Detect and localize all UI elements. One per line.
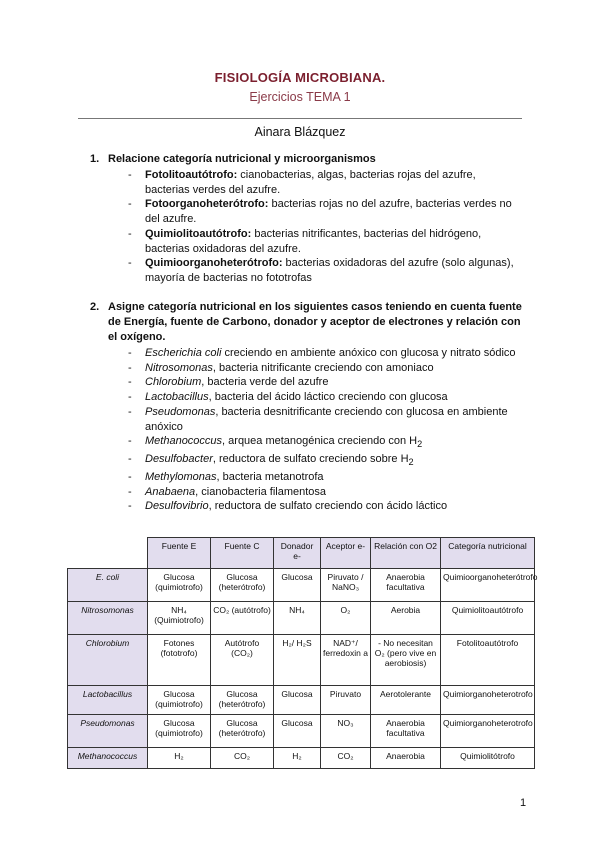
organism-desc: , arquea metanogénica creciendo con H xyxy=(222,435,418,448)
organism-name: Pseudomonas xyxy=(145,405,216,418)
table-cell: Anaerobia xyxy=(371,748,441,769)
table-row xyxy=(68,748,535,769)
table-cell: NO₃ xyxy=(321,715,371,748)
table-cell: Glucosa (quimiotrofo) xyxy=(148,569,211,602)
table-cell: H₂ xyxy=(274,748,321,769)
list-item: - Desulfobacter, reductora de sulfato creciendo sobre $H_2$ xyxy=(128,453,414,468)
document-title: FISIOLOGÍA MICROBIANA. xyxy=(214,70,386,85)
question-2-number: 2. xyxy=(90,301,100,313)
organism-name: Lactobacillus xyxy=(145,391,209,404)
table-cell: CO₂ xyxy=(321,748,371,769)
organism-name: Nitrosomonas xyxy=(145,361,213,374)
row-header: Methanococcus xyxy=(68,748,148,769)
column-header: Donador e- xyxy=(274,538,321,569)
organism-name: Escherichia coli xyxy=(145,347,222,359)
table-cell: O₂ xyxy=(321,602,371,635)
organism-name: Methylomonas xyxy=(145,471,217,483)
table-cell: CO₂ xyxy=(211,748,274,769)
table-cell: Autótrofo (CO₂) xyxy=(211,635,274,686)
table-row xyxy=(68,635,535,686)
table-row xyxy=(68,686,535,715)
category-desc: bacterias nitrificantes, bacterias del hidrógeno, bacterias oxidadoras del azufre. xyxy=(145,227,482,255)
page-number: 1 xyxy=(520,797,527,809)
table-cell: Anaerobia facultativa xyxy=(371,569,441,602)
row-header: Nitrosomonas xyxy=(68,602,148,635)
subscript: 2 xyxy=(408,457,414,468)
organism-desc: , bacteria verde del azufre xyxy=(201,376,329,389)
column-header: Relación con O2 xyxy=(371,538,441,569)
table-cell: Glucosa (heterótrofo) xyxy=(211,715,274,748)
column-header: Aceptor e- xyxy=(321,538,371,569)
list-item: - Lactobacillus, bacteria del ácido láctico creciendo con glucosa xyxy=(128,391,448,404)
list-item: - Quimiolitoautótrofo: bacterias nitrificantes, bacterias del hidrógeno, bacterias oxidadoras del azufre. xyxy=(128,227,482,255)
category-term: Fotolitoautótrofo: xyxy=(145,169,238,181)
table-row xyxy=(68,602,535,635)
question-1-text: Relacione categoría nutricional y microorganismos xyxy=(108,153,376,165)
table-cell: H₂/ H₂S xyxy=(274,635,321,686)
list-item: - Fotolitoautótrofo: cianobacterias, algas, bacterias rojas del azufre, bacterias verdes del azufre. xyxy=(128,169,476,196)
table-cell: Glucosa xyxy=(274,686,321,715)
category-term: Fotoorganoheterótrofo: xyxy=(145,198,269,211)
table-cell: Glucosa (quimiotrofo) xyxy=(148,686,211,715)
table-cell: NAD⁺/ ferredoxin a xyxy=(321,635,371,686)
table-cell: NH₄ (Quimiotrofo) xyxy=(148,602,211,635)
author-name: Ainara Blázquez xyxy=(254,125,346,139)
table-cell: Glucosa (heterótrofo) xyxy=(211,569,274,602)
table-header-row xyxy=(68,538,535,569)
table-cell: Quimiorganoheterotrofo xyxy=(441,686,535,715)
table-cell: Quimiolitoautótrofo xyxy=(441,602,535,635)
list-item: - Anabaena, cianobacteria filamentosa xyxy=(128,485,327,498)
organism-name: Methanococcus xyxy=(145,435,223,448)
table-cell: NH₄ xyxy=(274,602,321,635)
table-cell: Quimioorganoheterótrofo xyxy=(441,569,535,602)
table-row xyxy=(68,715,535,748)
list-item: - Escherichia coli creciendo en ambiente anóxico con glucosa y nitrato sódico xyxy=(128,347,516,359)
question-2-text: Asigne categoría nutricional en los siguientes casos teniendo en cuenta fuente de Energía, fuente de Carbono, donador y aceptor de electrones y relación con el oxígeno. xyxy=(108,301,522,343)
column-header: Fuente E xyxy=(148,538,211,569)
table-cell: Glucosa xyxy=(274,715,321,748)
organism-desc: , bacteria desnitrificante creciendo con glucosa en ambiente anóxico xyxy=(145,405,508,433)
subscript: 2 xyxy=(417,439,423,450)
table-cell: Glucosa (quimiotrofo) xyxy=(148,715,211,748)
row-header: Pseudomonas xyxy=(68,715,148,748)
organism-desc: , bacteria metanotrofa xyxy=(216,471,324,483)
table-cell: - No necesitan O₂ (pero vive en aerobiosis) xyxy=(371,635,441,686)
list-item: - Quimioorganoheterótrofo: bacterias oxidadoras del azufre (solo algunas), mayoría de bacterias no fototrofas xyxy=(128,257,514,284)
table-corner xyxy=(68,538,148,569)
list-item: - Methylomonas, bacteria metanotrofa xyxy=(128,471,324,483)
column-header: Categoría nutricional xyxy=(441,538,535,569)
category-desc: cianobacterias, algas, bacterias rojas del azufre, bacterias verdes del azufre. xyxy=(145,169,476,196)
organism-desc: , cianobacteria filamentosa xyxy=(195,485,327,498)
question-1-list xyxy=(90,168,522,286)
organism-name: Anabaena xyxy=(145,485,196,498)
organism-name: Chlorobium xyxy=(145,376,202,389)
question-2-list xyxy=(90,346,522,514)
organism-name: Desulfobacter xyxy=(145,453,213,466)
list-item: - Pseudomonas, bacteria desnitrificante creciendo con glucosa en ambiente anóxico xyxy=(128,405,508,433)
category-term: Quimiolitoautótrofo: xyxy=(145,227,252,240)
table-cell: Fotones (fototrofo) xyxy=(148,635,211,686)
organism-desc: , reductora de sulfato creciendo con ácido láctico xyxy=(208,500,448,513)
nutrition-table xyxy=(67,537,538,769)
list-item: - Methanococcus, arquea metanogénica creciendo con $H_2$ xyxy=(128,435,423,450)
table-cell: Aerobia xyxy=(371,602,441,635)
table-cell: Anaerobia facultativa xyxy=(371,715,441,748)
table-cell: Glucosa xyxy=(274,569,321,602)
question-1 xyxy=(90,152,522,286)
question-1-number: 1. xyxy=(90,153,100,165)
document-subtitle: Ejercicios TEMA 1 xyxy=(249,90,351,104)
table-cell: Glucosa (heterótrofo) xyxy=(211,686,274,715)
question-1-heading xyxy=(90,152,522,167)
table-cell: Fotolitoautótrofo xyxy=(441,635,535,686)
question-2 xyxy=(90,300,522,514)
category-term: Quimioorganoheterótrofo: xyxy=(145,257,283,270)
table-cell: Aerotolerante xyxy=(371,686,441,715)
list-item: - Chlorobium, bacteria verde del azufre xyxy=(128,376,329,389)
category-desc: bacterias rojas no del azufre, bacterias verdes no del azufre. xyxy=(145,198,512,226)
row-header: E. coli xyxy=(68,569,148,602)
list-item: - Fotoorganoheterótrofo: bacterias rojas no del azufre, bacterias verdes no del azufre. xyxy=(128,198,512,226)
header-divider xyxy=(78,118,522,119)
organism-desc: , reductora de sulfato creciendo sobre H xyxy=(212,453,409,466)
table-cell: Quimiorganoheterotrofo xyxy=(441,715,535,748)
table-row xyxy=(68,569,535,602)
organism-desc: , bacteria del ácido láctico creciendo con glucosa xyxy=(208,391,448,404)
question-2-heading xyxy=(90,300,522,345)
list-item: - Nitrosomonas, bacteria nitrificante creciendo con amoniaco xyxy=(128,361,434,374)
row-header: Chlorobium xyxy=(68,635,148,686)
table-cell: H₂ xyxy=(148,748,211,769)
table-cell: Quimiolitótrofo xyxy=(441,748,535,769)
table-cell: CO₂ (autótrofo) xyxy=(211,602,274,635)
table-cell: Piruvato / NaNO₃ xyxy=(321,569,371,602)
column-header: Fuente C xyxy=(211,538,274,569)
organism-desc: creciendo en ambiente anóxico con glucosa y nitrato sódico xyxy=(221,347,516,359)
organism-name: Desulfovibrio xyxy=(145,500,209,513)
row-header: Lactobacillus xyxy=(68,686,148,715)
table-cell: Piruvato xyxy=(321,686,371,715)
category-desc: bacterias oxidadoras del azufre (solo algunas), mayoría de bacterias no fototrofas xyxy=(145,257,514,284)
organism-desc: , bacteria nitrificante creciendo con amoniaco xyxy=(212,361,434,374)
list-item: - Desulfovibrio, reductora de sulfato creciendo con ácido láctico xyxy=(128,500,448,513)
